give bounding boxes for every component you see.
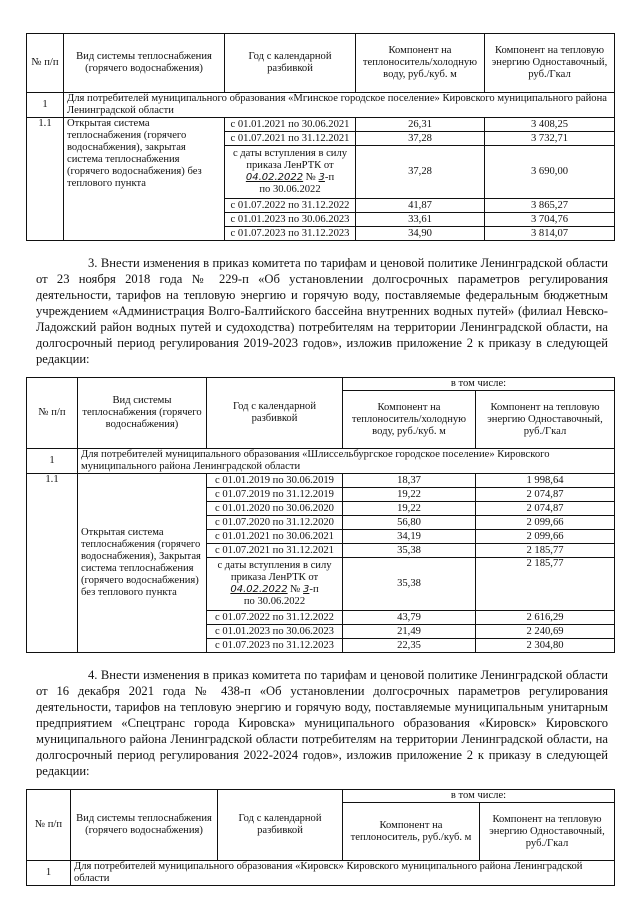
- col-header-year: Год с календарной разбивкой: [225, 34, 356, 93]
- handwritten-number: 3: [303, 584, 310, 595]
- water-component: 19,22: [343, 488, 476, 502]
- heat-component: 2 616,29: [476, 611, 615, 625]
- col-header-num: № п/п: [27, 34, 64, 93]
- group-title: Для потребителей муниципального образования «Мгинское городское поселение» Кировского муниципального района Ленинградской области: [64, 93, 615, 118]
- handwritten-number: 3: [318, 172, 325, 183]
- group-num: 1: [27, 861, 71, 886]
- table-row: [27, 118, 615, 132]
- heat-component: 3 408,25: [485, 118, 615, 132]
- table-body: [27, 93, 615, 241]
- period-cell: [207, 558, 343, 611]
- group-num: 1: [27, 449, 78, 474]
- group-title: Для потребителей муниципального образования «Шлиссельбургское городское поселение» Кировского муниципального района Ленинградской области: [78, 449, 615, 474]
- paragraph-4: [36, 667, 608, 779]
- group-title: Для потребителей муниципального образования «Кировск» Кировского муниципального района Ленинградской области: [71, 861, 615, 886]
- period-cell: с 01.01.2023 по 30.06.2023: [225, 213, 356, 227]
- heat-component: 2 099,66: [476, 516, 615, 530]
- heat-component: 3 814,07: [485, 227, 615, 241]
- period-cell: с 01.07.2021 по 31.12.2021: [225, 132, 356, 146]
- handwritten-date: 04.02.2022: [230, 584, 288, 595]
- row-num: 1.1: [27, 118, 64, 241]
- water-component: 18,37: [343, 474, 476, 488]
- paragraph-3: [36, 255, 608, 367]
- heat-component: 1 998,64: [476, 474, 615, 488]
- tariff-table-shlisselburg: [26, 377, 615, 653]
- period-prefix: с даты вступления в силу приказа ЛенРТК от: [217, 560, 332, 583]
- number-sign: №: [290, 584, 301, 595]
- water-component: 35,38: [343, 544, 476, 558]
- heat-component: 2 304,80: [476, 639, 615, 653]
- system-type: Открытая система теплоснабжения (горячего водоснабжения), Закрытая система теплоснабжения (горячего водоснабжения) без теплового пункта: [78, 474, 207, 653]
- table-row: [27, 474, 615, 488]
- heat-component: 3 690,00: [485, 146, 615, 199]
- paragraph-3-text: 3. Внести изменения в приказ комитета по тарифам и ценовой политике Ленинградской области от 23 ноября 2018 года № 229-п «Об установлении долгосрочных параметров регулирования деятельности, тарифов на тепловую энергию и горячую воду, поставляемые федеральным бюджетным учреждением «Администрация Волго-Балтийского бассейна внутренних водных путей» (филиал Невско-Ладожский район водных путей и судоходства) потребителям на территории Ленинградской области, на долгосрочный период регулирования 2019-2023 годов», изложив приложение 2 к приказу в следующей редакции:: [36, 256, 608, 366]
- period-cell: с 01.01.2021 по 30.06.2021: [225, 118, 356, 132]
- col-header-water: Компонент на теплоноситель/холодную воду, руб./куб. м: [343, 391, 476, 449]
- period-cell: с 01.07.2022 по 31.12.2022: [225, 199, 356, 213]
- col-header-heat: Компонент на тепловую энергию Одноставочный, руб./Гкал: [485, 34, 615, 93]
- row-num: 1.1: [27, 474, 78, 653]
- col-header-heat: Компонент на тепловую энергию Одноставочный, руб./Гкал: [476, 391, 615, 449]
- water-component: 22,35: [343, 639, 476, 653]
- water-component: 34,90: [356, 227, 485, 241]
- group-row: [27, 93, 615, 118]
- heat-component: 2 074,87: [476, 488, 615, 502]
- heat-component: 3 865,27: [485, 199, 615, 213]
- heat-component: 3 704,76: [485, 213, 615, 227]
- period-cell: [225, 146, 356, 199]
- period-cell: с 01.01.2019 по 30.06.2019: [207, 474, 343, 488]
- col-header-num: № п/п: [27, 790, 71, 861]
- col-header-water: Компонент на теплоноситель, руб./куб. м: [343, 803, 480, 861]
- water-component: 19,22: [343, 502, 476, 516]
- heat-component: 2 074,87: [476, 502, 615, 516]
- system-type: Открытая система теплоснабжения (горячего водоснабжения), закрытая система теплоснабжения (горячего водоснабжения) без теплового пункта: [64, 118, 225, 241]
- period-until: по 30.06.2022: [243, 596, 306, 607]
- col-header-year: Год с календарной разбивкой: [207, 378, 343, 449]
- paragraph-4-text: 4. Внести изменения в приказ комитета по тарифам и ценовой политике Ленинградской области от 16 декабря 2021 года № 438-п «Об установлении долгосрочных параметров регулирования деятельности, тарифов на тепловую энергию и горячую воду, поставляемые муниципальным унитарным предприятием «Спецтранс города Кировска» муниципального образования «Кировск» Кировского муниципального района Ленинградской области потребителям на территории Ленинградской области, на долгосрочный период регулирования 2022-2024 годов», изложив приложение 2 к приказу в следующей редакции:: [36, 668, 608, 778]
- number-sign: №: [305, 172, 316, 183]
- col-header-heat: Компонент на тепловую энергию Одноставочный, руб./Гкал: [480, 803, 615, 861]
- water-component: 34,19: [343, 530, 476, 544]
- period-cell: с 01.01.2020 по 30.06.2020: [207, 502, 343, 516]
- period-until: по 30.06.2022: [259, 184, 321, 195]
- table-body: [27, 449, 615, 653]
- period-prefix: с даты вступления в силу приказа ЛенРТК от: [232, 148, 348, 171]
- heat-component: 2 185,77: [476, 544, 615, 558]
- period-cell: с 01.07.2020 по 31.12.2020: [207, 516, 343, 530]
- col-header-including: в том числе:: [343, 378, 615, 391]
- col-header-num: № п/п: [27, 378, 78, 449]
- water-component: 56,80: [343, 516, 476, 530]
- period-cell: с 01.07.2021 по 31.12.2021: [207, 544, 343, 558]
- col-header-water: Компонент на теплоноситель/холодную воду, руб./куб. м: [356, 34, 485, 93]
- order-suffix: -п: [309, 584, 319, 595]
- water-component: 33,61: [356, 213, 485, 227]
- water-component: 35,38: [343, 558, 476, 611]
- col-header-including: в том числе:: [343, 790, 615, 803]
- water-component: 21,49: [343, 625, 476, 639]
- water-component: 37,28: [356, 146, 485, 199]
- tariff-table-mga: [26, 33, 615, 241]
- period-cell: с 01.01.2023 по 30.06.2023: [207, 625, 343, 639]
- water-component: 26,31: [356, 118, 485, 132]
- period-cell: с 01.01.2021 по 30.06.2021: [207, 530, 343, 544]
- group-num: 1: [27, 93, 64, 118]
- col-header-year: Год с календарной разбивкой: [218, 790, 343, 861]
- heat-component: 2 099,66: [476, 530, 615, 544]
- order-suffix: -п: [324, 172, 335, 183]
- col-header-system: Вид системы теплоснабжения (горячего водоснабжения): [71, 790, 218, 861]
- group-row: [27, 449, 615, 474]
- tariff-table-kirovsk: [26, 789, 615, 886]
- handwritten-date: 04.02.2022: [245, 172, 304, 183]
- heat-component: 2 240,69: [476, 625, 615, 639]
- water-component: 37,28: [356, 132, 485, 146]
- col-header-system: Вид системы теплоснабжения (горячего водоснабжения): [64, 34, 225, 93]
- heat-component: 2 185,77: [476, 558, 615, 611]
- period-cell: с 01.07.2023 по 31.12.2023: [207, 639, 343, 653]
- period-cell: с 01.07.2019 по 31.12.2019: [207, 488, 343, 502]
- water-component: 43,79: [343, 611, 476, 625]
- period-cell: с 01.07.2023 по 31.12.2023: [225, 227, 356, 241]
- period-cell: с 01.07.2022 по 31.12.2022: [207, 611, 343, 625]
- col-header-system: Вид системы теплоснабжения (горячего водоснабжения): [78, 378, 207, 449]
- heat-component: 3 732,71: [485, 132, 615, 146]
- water-component: 41,87: [356, 199, 485, 213]
